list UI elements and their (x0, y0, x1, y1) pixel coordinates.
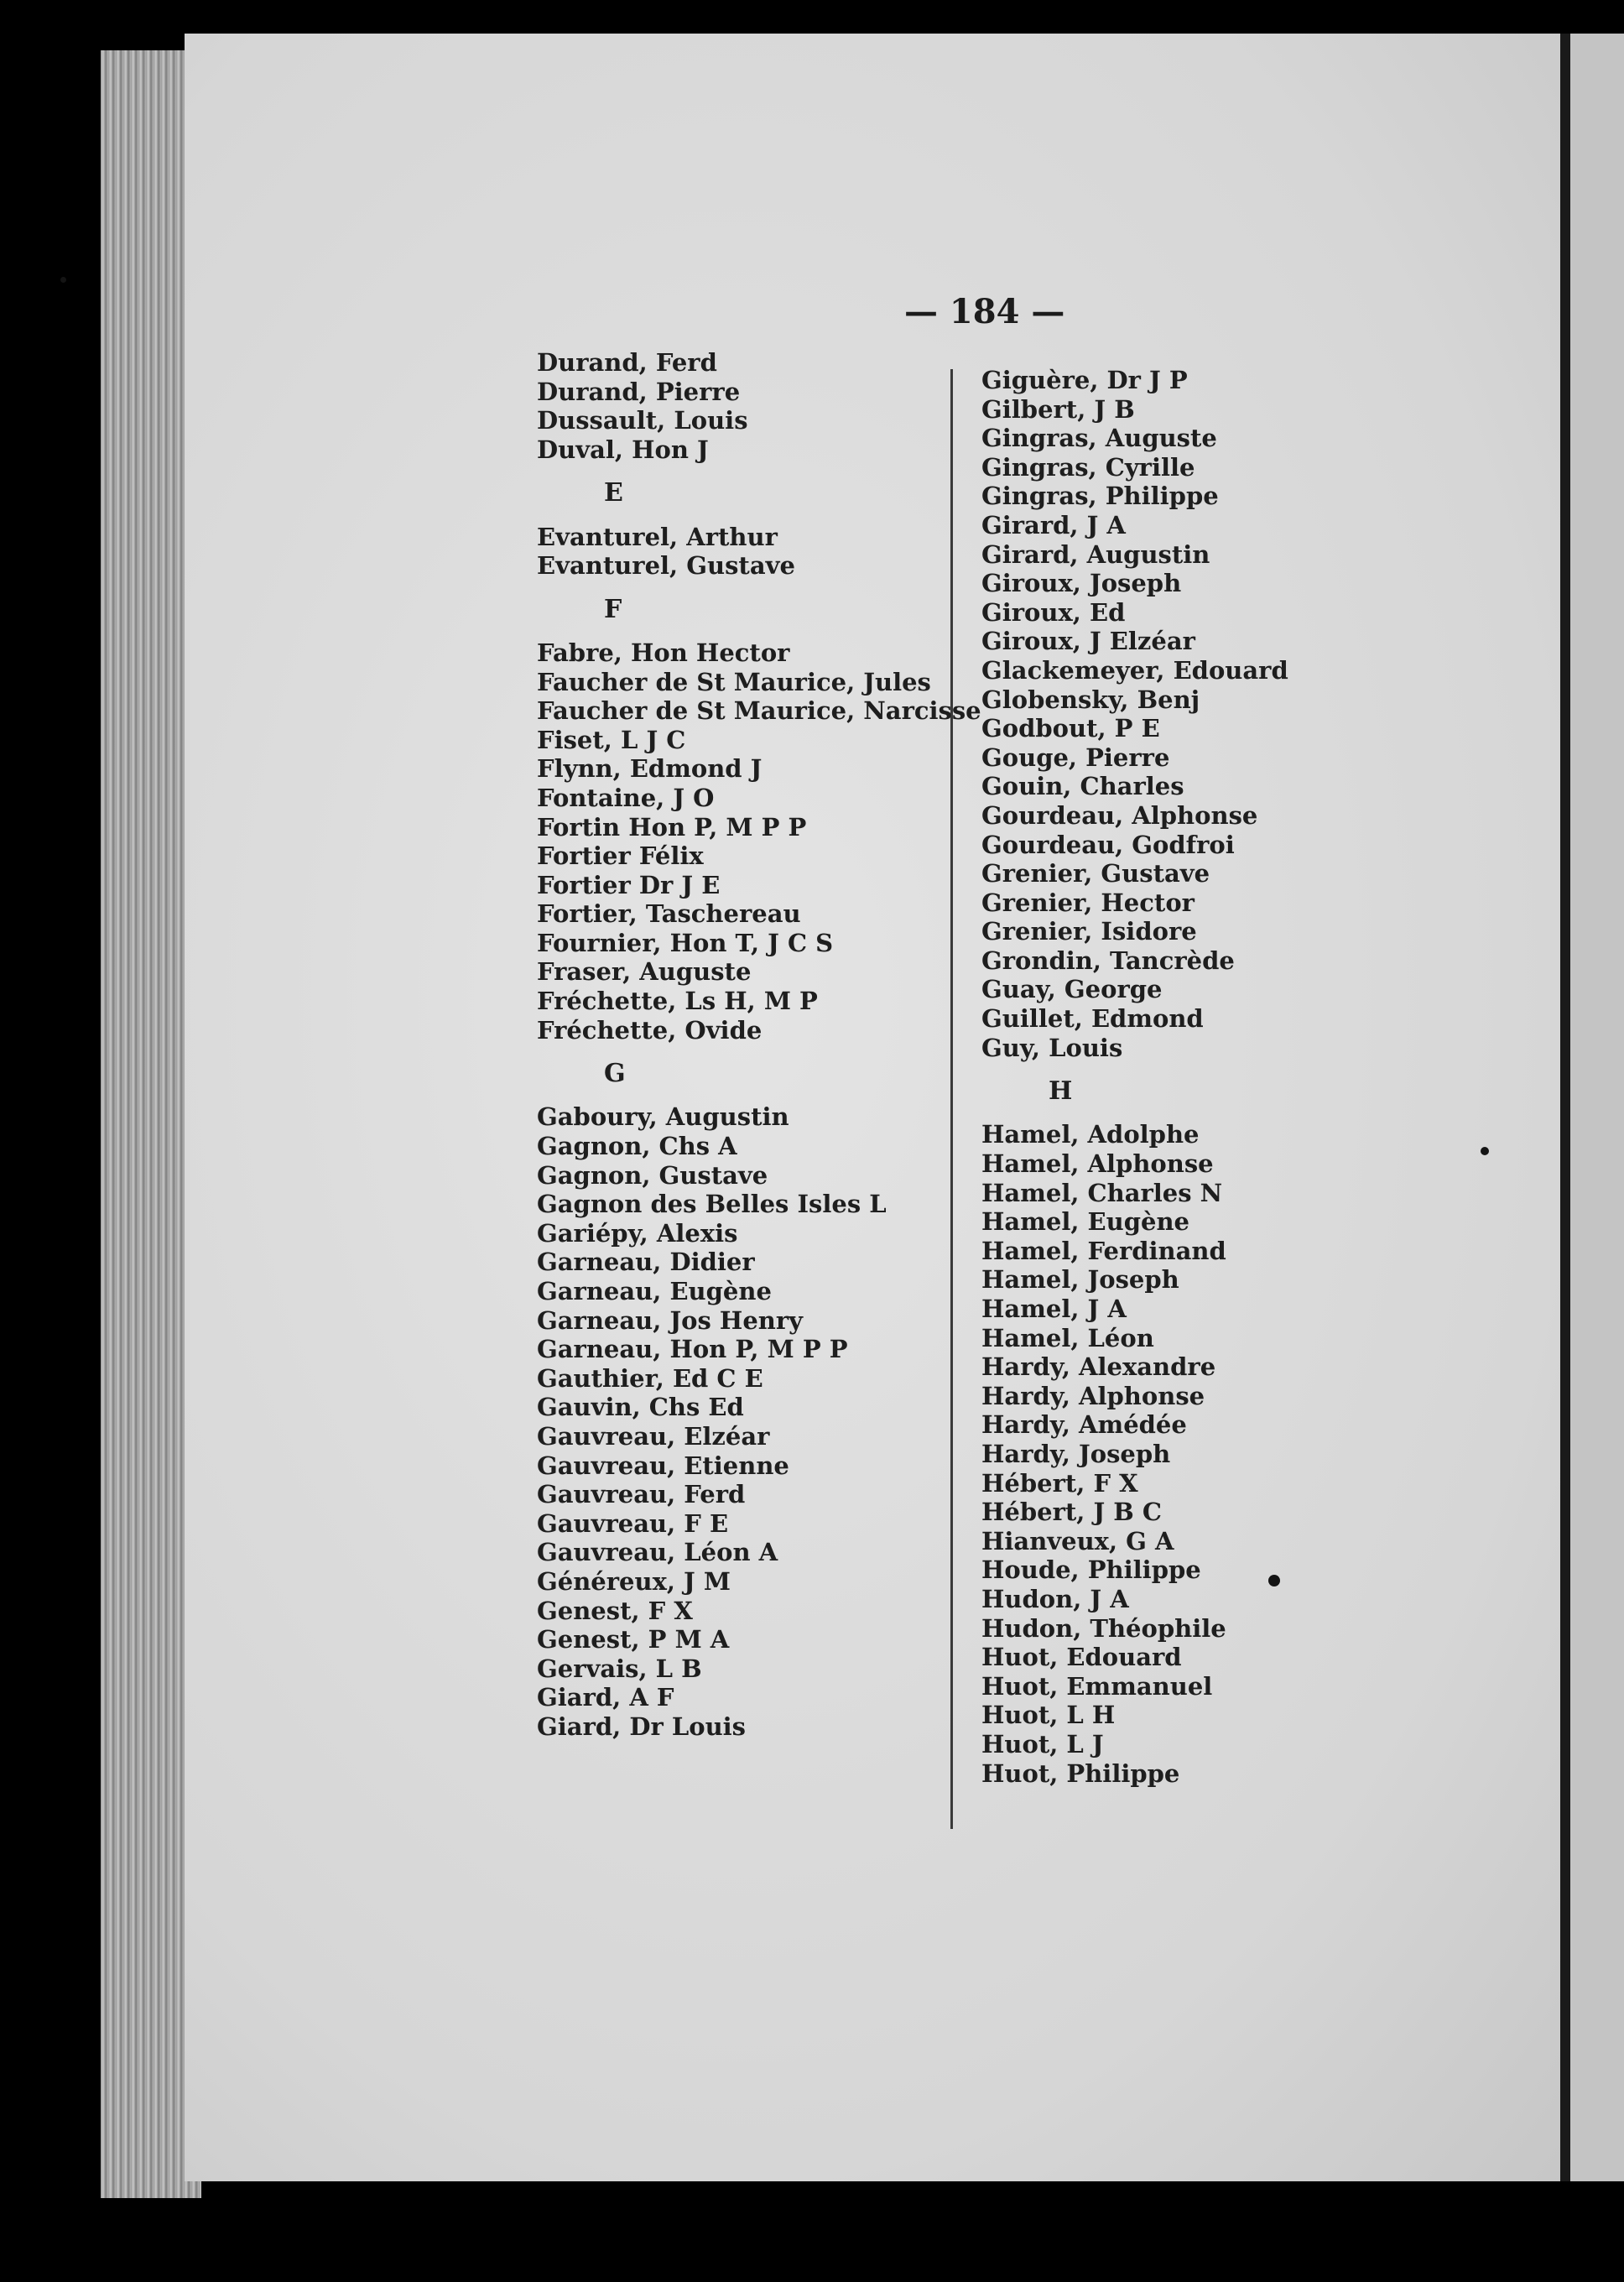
page-fold-shadow (1560, 34, 1570, 2181)
page-number: — 184 — (904, 292, 1065, 331)
directory-entry: Hardy, Amédée (981, 1410, 1187, 1440)
directory-entry: Gouge, Pierre (981, 742, 1170, 772)
directory-entry: Gourdeau, Godfroi (981, 830, 1235, 859)
right-name-column (981, 366, 1288, 1788)
directory-entry: Fontaine, J O (537, 783, 715, 812)
directory-entry: Gauvreau, F E (537, 1508, 729, 1538)
directory-entry: Hamel, Léon (981, 1323, 1154, 1352)
directory-entry: Hamel, Charles N (981, 1178, 1223, 1207)
directory-entry: Hébert, F X (981, 1468, 1138, 1498)
directory-entry: Hamel, Ferdinand (981, 1236, 1226, 1265)
directory-entry: Gilbert, J B (981, 394, 1135, 424)
directory-entry: Fiset, L J C (537, 725, 686, 754)
directory-entry: Genest, P M A (537, 1625, 730, 1654)
directory-entry: Hudon, J A (981, 1584, 1129, 1613)
directory-entry: Faucher de St Maurice, Jules (537, 667, 931, 696)
directory-entry: Fortier Dr J E (537, 870, 721, 899)
directory-entry: Giguère, Dr J P (981, 366, 1188, 394)
directory-entry: Huot, Philippe (981, 1758, 1180, 1788)
directory-entry: Gariépy, Alexis (537, 1218, 738, 1248)
directory-entry: Fortin Hon P, M P P (537, 812, 807, 841)
directory-entry: Giroux, Joseph (981, 569, 1182, 598)
directory-entry: Hamel, Adolphe (981, 1120, 1200, 1149)
directory-entry: Gingras, Cyrille (981, 452, 1195, 482)
directory-entry: Glackemeyer, Edouard (981, 655, 1288, 685)
directory-entry: Hamel, Alphonse (981, 1149, 1214, 1179)
directory-entry: Houde, Philippe (981, 1555, 1201, 1585)
section-letter-heading: G (604, 1059, 626, 1089)
section-letter-heading: F (604, 594, 622, 624)
directory-entry: Fortier Félix (537, 841, 704, 871)
directory-entry: Faucher de St Maurice, Narcisse (537, 696, 981, 726)
directory-entry: Genest, F X (537, 1596, 693, 1625)
directory-entry: Fortier, Taschereau (537, 899, 801, 929)
directory-entry: Evanturel, Gustave (537, 551, 795, 581)
ink-speck (1481, 1147, 1489, 1155)
directory-entry: Girard, Augustin (981, 539, 1210, 569)
directory-entry: Giard, A F (537, 1683, 674, 1712)
directory-entry: Garneau, Hon P, M P P (537, 1335, 848, 1364)
directory-entry: Gagnon, Gustave (537, 1160, 768, 1190)
directory-entry: Godbout, P E (981, 714, 1160, 743)
directory-entry: Gingras, Auguste (981, 424, 1217, 453)
directory-entry: Garneau, Jos Henry (537, 1305, 803, 1335)
directory-entry: Gouin, Charles (981, 772, 1184, 801)
directory-entry: Gagnon, Chs A (537, 1132, 737, 1161)
section-letter-heading: H (1049, 1076, 1073, 1107)
directory-entry: Giroux, J Elzéar (981, 627, 1195, 656)
directory-entry: Gauthier, Ed C E (537, 1363, 763, 1393)
directory-entry: Gauvreau, Etienne (537, 1451, 789, 1480)
directory-entry: Huot, Edouard (981, 1643, 1182, 1672)
directory-entry: Hamel, Eugène (981, 1207, 1189, 1237)
directory-entry: Garneau, Eugène (537, 1277, 772, 1305)
directory-entry: Duval, Hon J (537, 435, 709, 464)
directory-entry: Gingras, Philippe (981, 482, 1219, 511)
directory-entry: Gauvreau, Ferd (537, 1480, 746, 1509)
directory-entry: Gourdeau, Alphonse (981, 800, 1258, 830)
left-name-column (537, 348, 981, 1742)
directory-entry: Fabre, Hon Hector (537, 638, 790, 667)
directory-entry: Giroux, Ed (981, 597, 1126, 627)
directory-entry: Hamel, Joseph (981, 1265, 1179, 1295)
directory-entry: Dussault, Louis (537, 406, 748, 435)
directory-entry: Fournier, Hon T, J C S (537, 928, 834, 957)
directory-entry: Durand, Pierre (537, 377, 741, 406)
directory-entry: Huot, Emmanuel (981, 1671, 1213, 1701)
directory-entry: Gagnon des Belles Isles L (537, 1190, 887, 1219)
directory-entry: Huot, L H (981, 1701, 1116, 1730)
directory-entry: Guy, Louis (981, 1033, 1123, 1062)
directory-entry: Hianveux, G A (981, 1526, 1174, 1555)
directory-entry: Grondin, Tancrède (981, 946, 1235, 975)
directory-entry: Gauvreau, Léon A (537, 1538, 778, 1567)
directory-entry: Hardy, Alphonse (981, 1381, 1205, 1410)
directory-entry: Guay, George (981, 975, 1163, 1004)
section-letter-heading: E (604, 478, 623, 508)
directory-entry: Fréchette, Ovide (537, 1015, 763, 1045)
directory-entry: Giard, Dr Louis (537, 1712, 747, 1741)
directory-entry: Hardy, Alexandre (981, 1352, 1216, 1382)
directory-entry: Guillet, Edmond (981, 1004, 1204, 1034)
directory-entry: Hardy, Joseph (981, 1439, 1171, 1468)
directory-entry: Girard, J A (981, 510, 1126, 539)
directory-entry: Hébert, J B C (981, 1498, 1162, 1527)
directory-entry: Gaboury, Augustin (537, 1102, 789, 1132)
directory-entry: Huot, L J (981, 1729, 1104, 1758)
ink-speck (60, 277, 66, 283)
directory-entry: Durand, Ferd (537, 348, 717, 377)
directory-entry: Garneau, Didier (537, 1248, 755, 1277)
directory-entry: Grenier, Hector (981, 888, 1195, 917)
directory-entry: Grenier, Isidore (981, 917, 1197, 946)
directory-entry: Evanturel, Arthur (537, 522, 778, 551)
directory-entry: Gauvin, Chs Ed (537, 1393, 744, 1422)
directory-entry: Généreux, J M (537, 1566, 731, 1596)
directory-entry: Flynn, Edmond J (537, 754, 763, 784)
next-page-strip (1570, 34, 1624, 2181)
directory-entry: Fraser, Auguste (537, 957, 752, 987)
directory-entry: Gauvreau, Elzéar (537, 1421, 770, 1451)
directory-entry: Fréchette, Ls H, M P (537, 987, 818, 1016)
directory-entry: Globensky, Benj (981, 685, 1200, 714)
directory-entry: Gervais, L B (537, 1654, 702, 1683)
directory-entry: Grenier, Gustave (981, 859, 1210, 888)
directory-entry: Hudon, Théophile (981, 1613, 1226, 1643)
directory-entry: Hamel, J A (981, 1295, 1127, 1323)
